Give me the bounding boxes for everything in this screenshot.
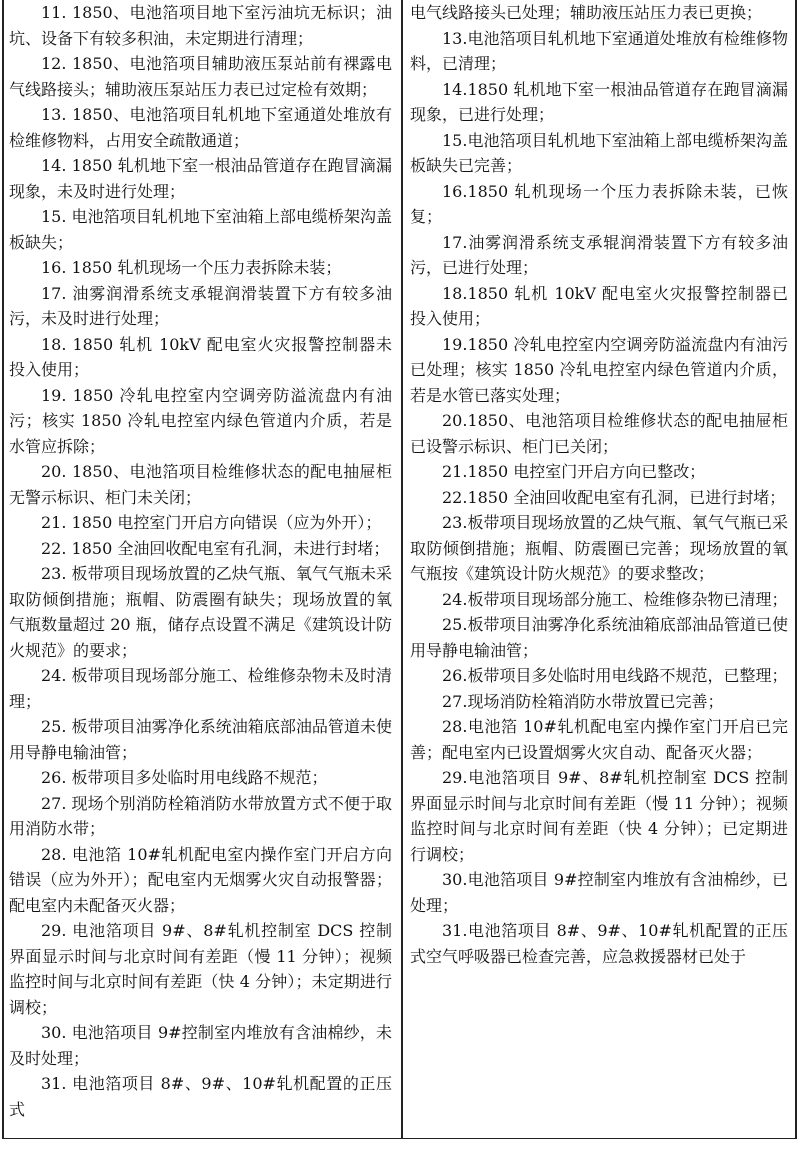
continued-paragraph: 电气线路接头已处理；辅助液压站压力表已更换； <box>410 3 763 22</box>
issue-item: 29. 电池箔项目 9#、8#轧机控制室 DCS 控制界面显示时间与北京时间有差距（慢 11 分钟）；视频监控时间与北京时间有差距（快 4 分钟）；未定期进行调校； <box>9 921 392 1017</box>
issue-item: 16. 1850 轧机现场一个压力表拆除未装； <box>41 258 342 277</box>
rectification-item: 27.现场消防栓箱消防水带放置已完善； <box>442 691 724 711</box>
issue-item: 30. 电池箔项目 9#控制室内堆放有含油棉纱，未及时处理； <box>9 1023 392 1068</box>
issue-item: 13. 1850、电池箔项目轧机地下室通道处堆放有检维修物料，占用安全疏散通道； <box>9 105 392 150</box>
rectification-item: 16.1850 轧机现场一个压力表拆除未装，已恢复； <box>410 181 788 226</box>
issue-item: 27. 现场个别消防栓箱消防水带放置方式不便于取用消防水带； <box>9 793 392 838</box>
rectification-item: 31.电池箔项目 8#、9#、10#轧机配置的正压式空气呼吸器已检查完善，应急救援器材已处于 <box>410 921 788 966</box>
rectification-item: 20.1850、电池箔项目检维修状态的配电抽屉柜已设警示标识、柜门已关闭； <box>410 411 788 456</box>
issue-item: 11. 1850、电池箔项目地下室污油坑无标识；油坑、设备下有较多积油，未定期进行清理； <box>9 3 392 48</box>
issue-item: 21. 1850 电控室门开启方向错误（应为外开）； <box>41 513 382 532</box>
rectification-item: 30.电池箔项目 9#控制室内堆放有含油棉纱，已处理； <box>410 870 788 915</box>
rectification-item: 29.电池箔项目 9#、8#轧机控制室 DCS 控制界面显示时间与北京时间有差距（慢 11 分钟）；视频监控时间与北京时间有差距（快 4 分钟）；已定期进行调校； <box>410 768 788 864</box>
issue-item: 18. 1850 轧机 10kV 配电室火灾报警控制器未投入使用； <box>9 334 392 379</box>
rectification-item: 13.电池箔项目轧机地下室通道处堆放有检维修物料，已清理； <box>410 28 788 73</box>
rectification-item: 18.1850 轧机 10kV 配电室火灾报警控制器已投入使用； <box>410 283 788 328</box>
issue-item: 28. 电池箔 10#轧机配电室内操作室门开启方向错误（应为外开）；配电室内无烟雾火灾自动报警器；配电室内未配备灭火器； <box>9 844 392 915</box>
rectification-item: 21.1850 电控室门开启方向已整改； <box>442 462 706 481</box>
issue-item: 25. 板带项目油雾净化系统油箱底部油品管道未使用导静电输油管； <box>9 717 392 762</box>
issue-item: 12. 1850、电池箔项目辅助液压泵站前有裸露电气线路接头；辅助液压泵站压力表已过定检有效期； <box>9 54 392 99</box>
issue-item: 19. 1850 冷轧电控室内空调旁防溢流盘内有油污；核实 1850 冷轧电控室内绿色管道内介质，若是水管应拆除； <box>9 385 392 456</box>
column-divider <box>401 0 403 1139</box>
rectification-item: 26.板带项目多处临时用电线路不规范，已整理； <box>442 666 788 685</box>
issue-item: 24. 板带项目现场部分施工、检维修杂物未及时清理； <box>9 666 392 711</box>
rectification-item: 24.板带项目现场部分施工、检维修杂物已清理； <box>442 589 788 609</box>
issue-item: 20. 1850、电池箔项目检维修状态的配电抽屉柜无警示标识、柜门未关闭； <box>9 462 392 507</box>
issue-item: 15. 电池箔项目轧机地下室油箱上部电缆桥架沟盖板缺失； <box>9 207 392 252</box>
rectification-item: 17.油雾润滑系统支承辊润滑装置下方有较多油污，已进行处理； <box>410 232 788 277</box>
rectification-item: 19.1850 冷轧电控室内空调旁防溢流盘内有油污已处理；核实 1850 冷轧电控室内绿色管道内介质，若是水管已落实处理； <box>410 334 788 405</box>
rectification-item: 14.1850 轧机地下室一根油品管道存在跑冒滴漏现象，已进行处理； <box>410 79 788 124</box>
rectification-item: 25.板带项目油雾净化系统油箱底部油品管道已使用导静电输油管； <box>410 615 788 660</box>
rectification-column <box>410 0 788 1139</box>
issue-item: 23. 板带项目现场放置的乙炔气瓶、氧气气瓶未采取防倾倒措施；瓶帽、防震圈有缺失；现场放置的氧气瓶数量超过 20 瓶，储存点设置不满足《建筑设计防火规范》的要求； <box>9 564 392 660</box>
issue-item: 17. 油雾润滑系统支承辊润滑装置下方有较多油污，未及时进行处理； <box>9 283 392 328</box>
rectification-item: 28.电池箔 10#轧机配电室内操作室门开启已完善；配电室内已设置烟雾火灾自动、配备灭火器； <box>410 717 788 762</box>
rectification-item: 15.电池箔项目轧机地下室油箱上部电缆桥架沟盖板缺失已完善； <box>410 130 788 175</box>
issue-item: 31. 电池箔项目 8#、9#、10#轧机配置的正压式 <box>9 1074 392 1119</box>
rectification-item: 23.板带项目现场放置的乙炔气瓶、氧气气瓶已采取防倾倒措施；瓶帽、防震圈已完善；现场放置的氧气瓶按《建筑设计防火规范》的要求整改； <box>410 513 788 583</box>
issue-item: 26. 板带项目多处临时用电线路不规范； <box>41 768 328 787</box>
rectification-item: 22.1850 全油回收配电室有孔洞，已进行封堵； <box>442 487 786 507</box>
issue-item: 14. 1850 轧机地下室一根油品管道存在跑冒滴漏现象，未及时进行处理； <box>9 156 392 201</box>
issues-column <box>9 0 392 1139</box>
issue-item: 22. 1850 全油回收配电室有孔洞，未进行封堵； <box>41 538 390 558</box>
